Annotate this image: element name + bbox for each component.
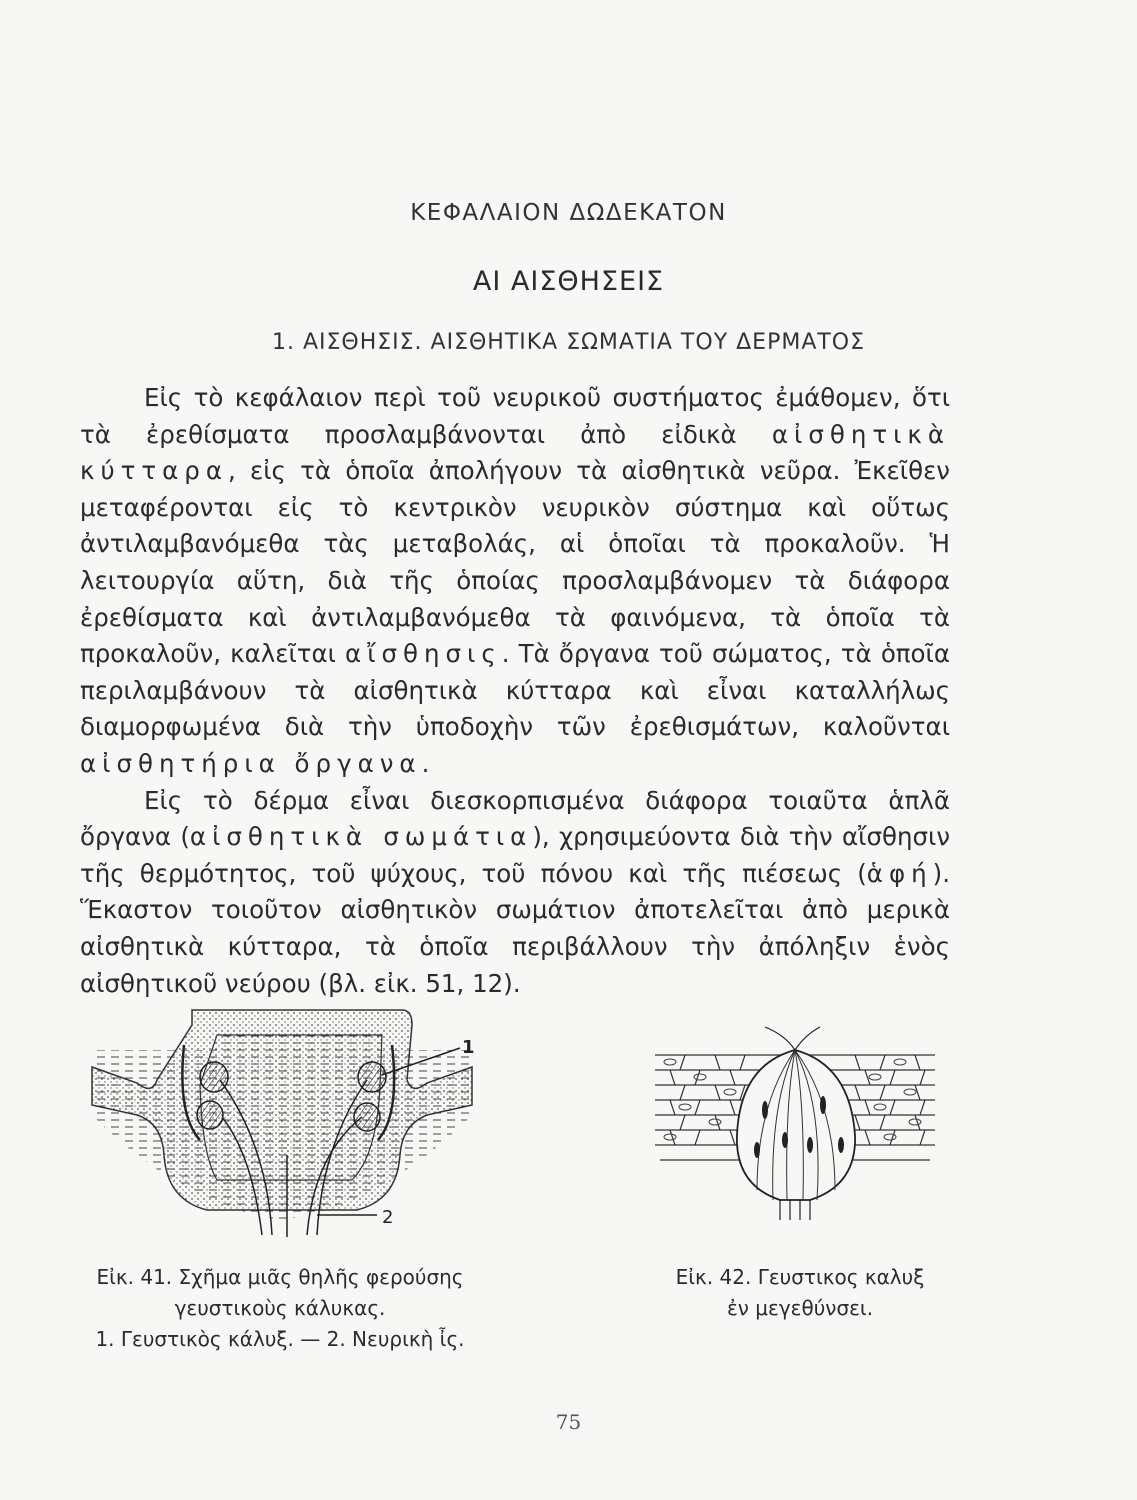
figure-41-caption <box>60 1262 500 1355</box>
figure-41-caption-line-1: Εἰκ. 41. Σχῆμα μιᾶς θηλῆς φερούσης <box>96 1265 464 1289</box>
body-text <box>80 380 950 1002</box>
section-heading: 1. ΑΙΣΘΗΣΙΣ. ΑΙΣΘΗΤΙΚΑ ΣΩΜΑΤΙΑ ΤΟΥ ΔΕΡΜΑΤΟΣ <box>271 330 866 355</box>
paragraph-1-text-a: Εἰς τὸ κεφάλαιον περὶ τοῦ νευρικοῦ συστήματος ἐμάθομεν, ὅτι τὰ ἐρεθίσματα προσλαμβάνονται ἀπὸ εἰδικὰ <box>80 383 950 449</box>
paragraph-1 <box>80 380 950 783</box>
paragraph-2-text-c: ). Ἕκαστον τοιοῦτον αἰσθητικὸν σωμάτιον ἀποτελεῖται ἀπὸ μερικὰ αἰσθητικὰ κύτταρα, τὰ ὁποῖα περιβάλλουν τὴν ἀπόληξιν ἑνὸς αἰσθητικοῦ νεύρου (βλ. εἰκ. 51, 12). <box>80 858 950 998</box>
page-number: 75 <box>555 1410 582 1434</box>
figure-41-label-2: 2 <box>382 1207 394 1228</box>
figure-41-caption-line-3: 1. Γευστικὸς κάλυξ. — 2. Νευρικὴ ἶς. <box>95 1327 465 1351</box>
paragraph-2 <box>80 783 950 1003</box>
paragraph-2-text-a: Εἰς τὸ δέρμα εἶναι διεσκορπισμένα διάφορα τοιαῦτα ἁπλᾶ ὄργανα ( <box>80 785 950 852</box>
emphasis-aisthetika-kyttara: αἰσθητικὰ κύτταρα <box>80 419 950 486</box>
figure-41-papilla-illustration <box>82 1005 482 1245</box>
emphasis-aistheteria-organa: αἰσθητήρια ὄργανα <box>80 748 422 778</box>
figure-41-caption-line-2: γευστικοὺς κάλυκας. <box>174 1296 386 1320</box>
figure-42-caption-line-1: Εἰκ. 42. Γευστικος καλυξ <box>675 1265 925 1289</box>
figure-41-label-1: 1 <box>462 1037 475 1058</box>
chapter-title: ΑΙ ΑΙΣΘΗΣΕΙΣ <box>472 266 665 297</box>
emphasis-aisthetika-somatia: αἰσθητικὰ σωμάτια <box>189 822 533 852</box>
paragraph-1-text-d: . <box>421 748 430 778</box>
paragraph-1-text-c: . Τὰ ὄργανα τοῦ σώματος, τὰ ὁποῖα περιλαμβάνουν τὰ αἰσθητικὰ κύτταρα καὶ εἶναι καταλλήλως διαμορφωμένα διὰ τὴν ὑποδοχὴν τῶν ἐρεθισμάτων, καλοῦνται <box>80 639 950 742</box>
emphasis-afi: ἁφή <box>866 858 933 888</box>
paragraph-2-text-b: ), χρησιμεύοντα διὰ τὴν αἴσθησιν τῆς θερμότητος, τοῦ ψύχους, τοῦ πόνου καὶ τῆς πιέσεως ( <box>80 822 951 888</box>
figure-42-caption <box>620 1262 980 1324</box>
emphasis-aisthesis: αἴσθησις <box>345 639 502 669</box>
paragraph-1-text-b: , εἰς τὰ ὁποῖα ἀπολήγουν τὰ αἰσθητικὰ νεῦρα. Ἐκεῖθεν μεταφέρονται εἰς τὸ κεντρικὸν νευρικὸν σύστημα καὶ οὕτως ἀντιλαμβανόμεθα τὰς μεταβολάς, αἱ ὁποῖαι τὰ προκαλοῦν. Ἡ λειτουργία αὕτη, διὰ τῆς ὁποίας προσλαμβάνομεν τὰ διάφορα ἐρεθίσματα καὶ ἀντιλαμβανόμεθα τὰ φαινόμενα, τὰ ὁποῖα τὰ προκαλοῦν, καλεῖται <box>80 456 950 669</box>
figure-42-taste-bud-illustration <box>645 1025 945 1225</box>
chapter-heading: ΚΕΦΑΛΑΙΟΝ ΔΩΔΕΚΑΤΟΝ <box>410 200 727 226</box>
figure-42-caption-line-2: ἐν μεγεθύνσει. <box>726 1296 874 1320</box>
